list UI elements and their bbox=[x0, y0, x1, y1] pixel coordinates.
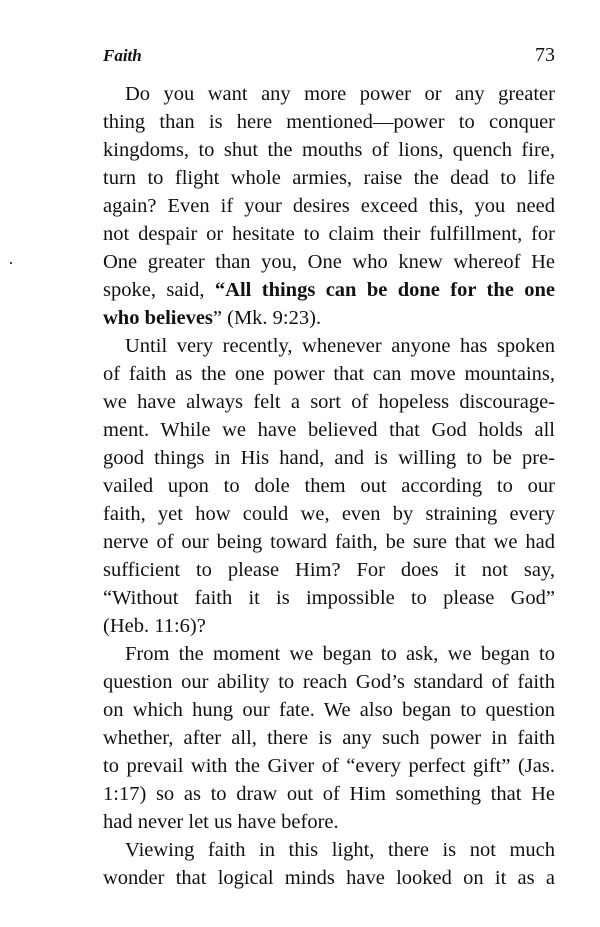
text-segment: “Without faith it is impossible to please God” bbox=[103, 587, 555, 609]
text-segment: nerve of our being toward faith, be sure that we had bbox=[103, 531, 555, 553]
text-segment: 1:17) so as to draw out of Him something that He bbox=[103, 783, 555, 805]
text-segment: of faith as the one power that can move mountains, bbox=[103, 363, 555, 385]
text-line bbox=[103, 388, 555, 416]
text-line bbox=[103, 808, 555, 836]
text-segment: spoke, said, bbox=[103, 279, 215, 301]
text-line bbox=[103, 136, 555, 164]
text-line bbox=[103, 640, 555, 668]
text-segment: sufficient to please Him? For does it not say, bbox=[103, 559, 555, 581]
text-line bbox=[103, 780, 555, 808]
text-segment: we have always felt a sort of hopeless discourage- bbox=[103, 391, 555, 413]
running-head: Faith bbox=[103, 46, 142, 65]
page-number: 73 bbox=[535, 44, 555, 66]
text-line bbox=[103, 584, 555, 612]
text-line bbox=[103, 612, 555, 640]
text-line bbox=[103, 220, 555, 248]
body-text bbox=[103, 80, 555, 892]
text-segment: vailed upon to dole them out according to our bbox=[103, 475, 555, 497]
text-line bbox=[103, 108, 555, 136]
text-segment: One greater than you, One who knew whereof He bbox=[103, 251, 555, 273]
text-segment: ment. While we have believed that God holds all bbox=[103, 419, 555, 441]
text-segment: again? Even if your desires exceed this, you need bbox=[103, 195, 555, 217]
text-segment: turn to flight whole armies, raise the dead to life bbox=[103, 167, 555, 189]
text-line bbox=[103, 164, 555, 192]
text-line bbox=[103, 500, 555, 528]
text-segment: to prevail with the Giver of “every perfect gift” (Jas. bbox=[103, 755, 555, 777]
text-segment: question our ability to reach God’s standard of faith bbox=[103, 671, 555, 693]
text-segment: faith, yet how could we, even by straining every bbox=[103, 503, 555, 525]
text-line bbox=[103, 444, 555, 472]
text-line bbox=[103, 304, 555, 332]
text-line bbox=[103, 556, 555, 584]
text-segment: not despair or hesitate to claim their fulfillment, for bbox=[103, 223, 555, 245]
text-segment: Do you want any more power or any greater bbox=[125, 83, 555, 105]
text-segment: thing than is here mentioned—power to conquer bbox=[103, 111, 555, 133]
bold-quote-segment: “All things can be done for the one bbox=[214, 279, 555, 301]
text-line bbox=[103, 472, 555, 500]
text-line bbox=[103, 332, 555, 360]
text-line bbox=[103, 696, 555, 724]
text-line bbox=[103, 668, 555, 696]
text-line bbox=[103, 80, 555, 108]
text-segment: (Heb. 11:6)? bbox=[103, 615, 206, 637]
text-line bbox=[103, 836, 555, 864]
text-line bbox=[103, 276, 555, 304]
text-segment: kingdoms, to shut the mouths of lions, quench fire, bbox=[103, 139, 555, 161]
text-line bbox=[103, 416, 555, 444]
text-line bbox=[103, 528, 555, 556]
text-segment: Viewing faith in this light, there is not much bbox=[125, 839, 555, 861]
text-line bbox=[103, 724, 555, 752]
text-line bbox=[103, 752, 555, 780]
text-segment: wonder that logical minds have looked on it as a bbox=[103, 867, 555, 889]
text-segment: Until very recently, whenever anyone has spoken bbox=[125, 335, 555, 357]
text-segment: From the moment we began to ask, we began to bbox=[125, 643, 555, 665]
text-line bbox=[103, 248, 555, 276]
text-line bbox=[103, 360, 555, 388]
margin-mark bbox=[10, 262, 12, 264]
text-segment: good things in His hand, and is willing to be pre- bbox=[103, 447, 555, 469]
text-segment: had never let us have before. bbox=[103, 811, 339, 833]
text-segment: ” (Mk. 9:23). bbox=[212, 307, 322, 329]
text-line bbox=[103, 864, 555, 892]
text-segment: on which hung our fate. We also began to question bbox=[103, 699, 555, 721]
bold-quote-segment: who believes bbox=[103, 307, 213, 329]
text-segment: whether, after all, there is any such power in faith bbox=[103, 727, 555, 749]
text-line bbox=[103, 192, 555, 220]
